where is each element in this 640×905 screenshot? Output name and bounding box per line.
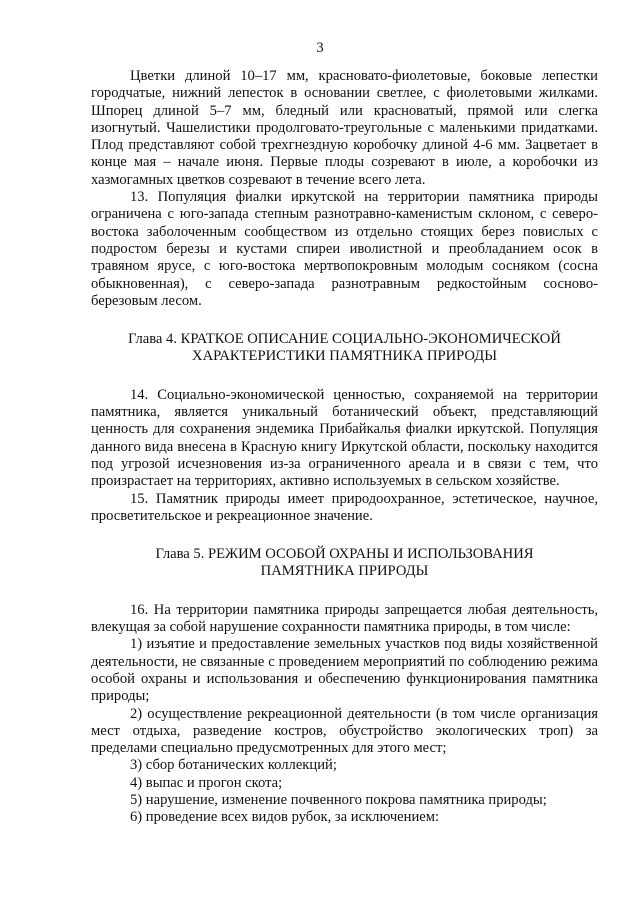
spacer	[91, 525, 598, 546]
list-item-3: 3) сбор ботанических коллекций;	[130, 757, 337, 774]
paragraph-16: 16. На территории памятника природы запрещается любая деятельность, влекущая за собой нарушение сохранности памятника природы, в том числе:	[91, 601, 598, 636]
list-item-6: 6) проведение всех видов рубок, за исключением:	[130, 809, 440, 826]
paragraph-13: 13. Популяция фиалки иркутской на территории памятника природы ограничена с юго-запада степным разнотравно-каменистым склоном, с северо-востока заболоченным сообществом из отдельно стоящих берез повислых с подростом березы и кустами спиреи иволистной и преобладанием осок в травяном ярусе, с юго-востока мертвопокровным молодым сосняком (сосна обыкновенная), с северо-запада разнотравным редкостойным сосново-березовым лесом.	[91, 189, 598, 309]
document-body	[91, 68, 598, 827]
chapter-4-heading	[91, 331, 598, 366]
list-item-5: 5) нарушение, изменение почвенного покрова памятника природы;	[130, 791, 547, 808]
chapter-4-title-line-2: ХАРАКТЕРИСТИКИ ПАМЯТНИКА ПРИРОДЫ	[192, 348, 497, 365]
paragraph-15: 15. Памятник природы имеет природоохранное, эстетическое, научное, просветительское и рекреационное значение.	[91, 490, 598, 524]
list-item-2: 2) осуществление рекреационной деятельности (в том числе организация мест отдыха, разведение костров, обустройство экологических троп) за пределами специально предусмотренных для этого мест;	[91, 705, 598, 757]
chapter-4-title-line-1: Глава 4. КРАТКОЕ ОПИСАНИЕ СОЦИАЛЬНО-ЭКОНОМИЧЕСКОЙ	[128, 331, 561, 348]
spacer	[91, 581, 598, 602]
chapter-5-title-line-1: Глава 5. РЕЖИМ ОСОБОЙ ОХРАНЫ И ИСПОЛЬЗОВАНИЯ	[155, 546, 534, 563]
chapter-5-title-line-2: ПАМЯТНИКА ПРИРОДЫ	[260, 563, 429, 580]
list-item-4: 4) выпас и прогон скота;	[130, 774, 283, 791]
spacer	[91, 310, 598, 331]
paragraph-14: 14. Социально-экономической ценностью, сохраняемой на территории памятника, является уникальный ботанический объект, представляющий ценность для сохранения эндемика Прибайкалья фиалки иркутской. Популяция данного вида внесена в Красную книгу Иркутской области, поскольку находится под угрозой исчезновения из-за ограниченного ареала и в связи с тем, что произрастает на территориях, активно используемых в сельском хозяйстве.	[91, 386, 598, 490]
spacer	[91, 366, 598, 387]
list-item-1: 1) изъятие и предоставление земельных участков под виды хозяйственной деятельности, не связанные с проведением мероприятий по соблюдению режима особой охраны и использования и обеспечению функционирования памятника природы;	[91, 636, 598, 705]
paragraph-flower-description: Цветки длиной 10–17 мм, красновато-фиолетовые, боковые лепестки городчатые, нижний лепесток в основании светлее, с фиолетовыми жилками. Шпорец длиной 5–7 мм, бледный или красноватый, прямой или слегка изогнутый. Чашелистики продолговато-треугольные с маленькими придатками. Плод представляют собой трехгнездную коробочку длиной 4-6 мм. Зацветает в конце мая – начале июня. Первые плоды созревают в июле, а коробочки из хазмогамных цветков созревают в течение всего лета.	[91, 68, 598, 188]
chapter-5-heading	[91, 546, 598, 581]
page-number: 3	[316, 40, 324, 56]
